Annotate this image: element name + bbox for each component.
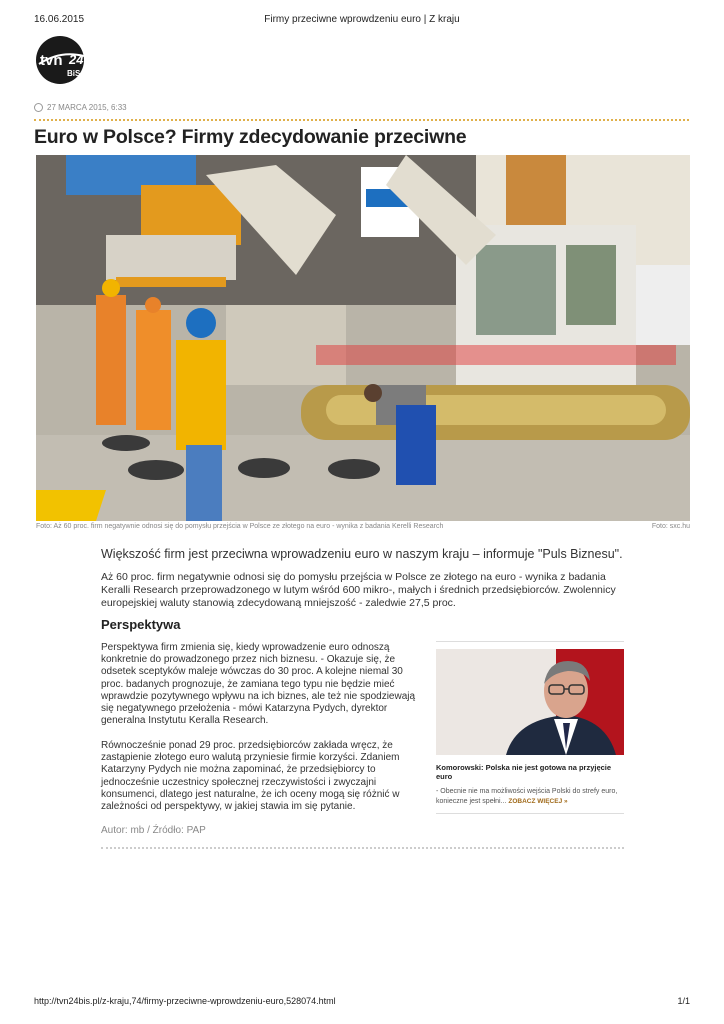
article-paragraph-1: Aż 60 proc. firm negatywnie odnosi się do pomysłu przejścia w Polsce ze złotego na euro - wynika z badania Keralli Research przeprowadzonego w lutym wśród 600 mikro-, małych i średnich przedsiębiorców. Zwolennicy europejskiej waluty stanowią zdecydowaną mniejszość - zaledwie 27,5 proc. xyxy=(101,571,616,609)
photo-credit: Foto: sxc.hu xyxy=(651,523,690,530)
related-desc-text: - Obecnie nie ma możliwości wejścia Polski do strefy euro, konieczne jest spełni... xyxy=(436,788,618,805)
dateline-text: 27 MARCA 2015, 6:33 xyxy=(47,103,127,112)
article-paragraph-2: Perspektywa firm zmienia się, kiedy wprowadzenie euro odnoszą konkretnie do prowadzonego przez nich biznesu. - Okazuje się, że odsetek sceptyków maleje wówczas do 30 proc. A kolejne niemal 30 proc. badanych prognozuje, że zamiana tego typu nie będzie mieć wprawdzie pozytywnego wpływu na ich biznes, ale też nie spodziewają się negatywnego przełożenia - mówi Katarzyna Pydych, dyrektor generalna Instytutu Keralla Research. xyxy=(101,642,416,727)
article-headline: Euro w Polsce? Firmy zdecydowanie przeciwne xyxy=(34,126,467,148)
footer-page-number: 1/1 xyxy=(677,996,690,1006)
read-more-link[interactable]: ZOBACZ WIĘCEJ » xyxy=(508,798,568,805)
print-title: Firmy przeciwne wprowdzeniu euro | Z kraju xyxy=(264,14,460,25)
related-article[interactable] xyxy=(436,641,624,814)
clock-icon xyxy=(34,103,43,112)
related-article-photo[interactable] xyxy=(436,649,624,755)
article-author: Autor: mb / Źródło: PAP xyxy=(101,825,206,836)
article-lead: Większość firm jest przeciwna wprowadzeniu euro w naszym kraju – informuje "Puls Biznesu". xyxy=(101,547,623,561)
footer-url: http://tvn24bis.pl/z-kraju,74/firmy-przeciwne-wprowdzeniu-euro,528074.html xyxy=(34,996,336,1006)
print-date: 16.06.2015 xyxy=(34,14,85,25)
header-divider xyxy=(34,119,689,121)
article-photo xyxy=(36,155,690,521)
svg-text:tvn: tvn xyxy=(40,52,63,69)
related-article-title[interactable]: Komorowski: Polska nie jest gotowa na przyjęcie euro xyxy=(436,763,612,781)
related-bottom-rule xyxy=(436,813,624,814)
related-article-desc xyxy=(436,787,624,807)
article-dateline xyxy=(34,103,127,112)
article-end-divider xyxy=(101,847,624,849)
tvn24bis-logo[interactable] xyxy=(34,34,90,86)
svg-text:BiS: BiS xyxy=(67,69,81,78)
svg-text:24: 24 xyxy=(69,52,84,67)
related-top-rule xyxy=(436,641,624,643)
photo-caption: Foto: Aż 60 proc. firm negatywnie odnosi się do pomysłu przejścia w Polsce ze złotego na euro - wynika z badania Kerelli Research xyxy=(36,523,444,530)
section-heading: Perspektywa xyxy=(101,617,181,632)
article-paragraph-3: Równocześnie ponad 29 proc. przedsiębiorców zakłada wręcz, że zastąpienie złotego euro walutą przyniesie firmie korzyści. Zdaniem Katarzyny Pydych nie można zapominać, że przedsiębiorcy to jednocześnie uczestnicy społecznej rzeczywistości i zwyczajni konsumenci, dlatego jest naturalne, że ich oceny mogą się różnić w zależności od perspektywy, w jakiej stawia im się pytanie. xyxy=(101,740,400,813)
